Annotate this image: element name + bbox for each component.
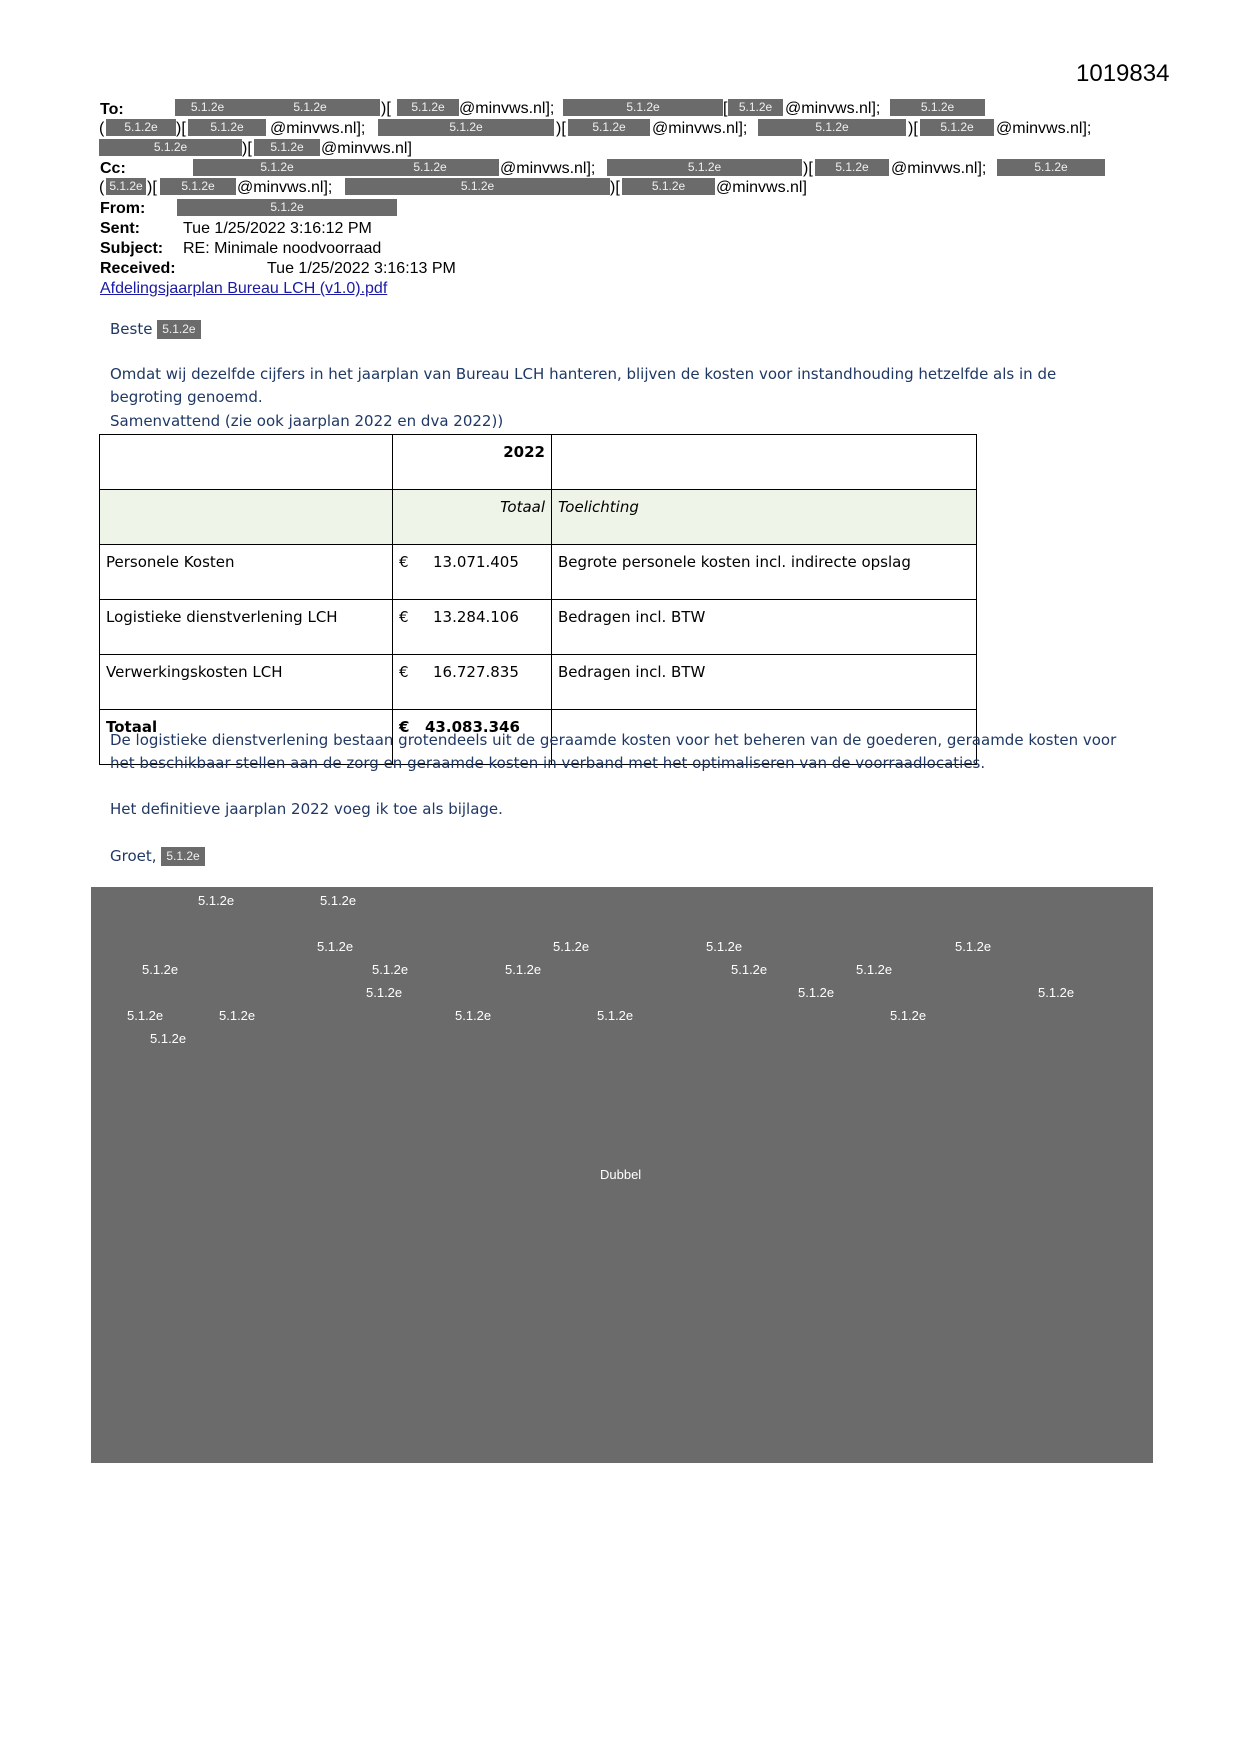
- paragraph-2: De logistieke dienstverlening bestaan grotendeels uit de geraamde kosten voor het beheren van de goederen, geraamde kosten voor het beschikbaar stellen aan de zorg en geraamde kosten in verband met het optimaliseren van de voorraadlocaties.: [110, 731, 1117, 772]
- redaction: 5.1.2e: [563, 99, 723, 116]
- redaction: 5.1.2e: [622, 178, 715, 195]
- redaction: 5.1.2e: [157, 320, 200, 339]
- email-domain: @minvws.nl];: [652, 120, 748, 137]
- redaction: 5.1.2e: [920, 119, 994, 136]
- redaction: 5.1.2e: [240, 99, 380, 116]
- dubbel-label: Dubbel: [600, 1167, 642, 1182]
- redaction: 5.1.2e: [160, 178, 236, 195]
- closing: Groet, 5.1.2e: [110, 845, 205, 868]
- email-domain: @minvws.nl];: [891, 160, 987, 177]
- attachment-link[interactable]: Afdelingsjaarplan Bureau LCH (v1.0).pdf: [100, 280, 388, 297]
- col-total-header: Totaal: [393, 490, 552, 545]
- redaction: 5.1.2e: [607, 159, 802, 176]
- redaction: 5.1.2e: [728, 99, 783, 116]
- received-label: Received:: [100, 260, 176, 277]
- greeting: Beste 5.1.2e: [110, 318, 201, 341]
- table-year: 2022: [393, 435, 552, 490]
- email-domain: @minvws.nl];: [785, 100, 881, 117]
- redaction: 5.1.2e: [177, 199, 397, 216]
- redaction: 5.1.2e: [997, 159, 1105, 176]
- redaction: 5.1.2e: [890, 99, 985, 116]
- summary-intro: Samenvattend (zie ook jaarplan 2022 en dva 2022)): [110, 412, 504, 430]
- redaction: 5.1.2e: [254, 139, 320, 156]
- redaction: 5.1.2e: [568, 119, 650, 136]
- table-row: Personele Kosten € 13.071.405 Begrote personele kosten incl. indirecte opslag: [100, 545, 977, 600]
- redaction: 5.1.2e: [345, 178, 610, 195]
- from-label: From:: [100, 200, 146, 217]
- table-row: Logistieke dienstverlening LCH € 13.284.106 Bedragen incl. BTW: [100, 600, 977, 655]
- redaction: 5.1.2e: [361, 159, 499, 176]
- redaction: 5.1.2e: [758, 119, 906, 136]
- redaction: 5.1.2e: [397, 99, 459, 116]
- to-label: To:: [100, 101, 124, 118]
- table-total-row: Totaal € 43.083.346: [100, 710, 977, 765]
- sent-label: Sent:: [100, 220, 140, 237]
- redaction: 5.1.2e: [193, 159, 361, 176]
- sent-value: Tue 1/25/2022 3:16:12 PM: [183, 220, 372, 237]
- received-value: Tue 1/25/2022 3:16:13 PM: [267, 260, 456, 277]
- email-domain: @minvws.nl];: [237, 179, 333, 196]
- redaction: 5.1.2e: [106, 119, 176, 136]
- redaction: 5.1.2e: [815, 159, 889, 176]
- redacted-signature-block: 5.1.2e 5.1.2e 5.1.2e 5.1.2e 5.1.2e 5.1.2e 5.1.2e 5.1.2e 5.1.2e 5.1.2e 5.1.2e 5.1.2e 5.1.2e 5.1.2e 5.1.2e 5.1.2e 5.1.2e 5.1.2e 5.1.2e 5.1.2e Dubbel: [91, 887, 1153, 1463]
- document-number: 1019834: [1076, 60, 1170, 87]
- cc-label: Cc:: [100, 160, 126, 177]
- email-domain: @minvws.nl];: [500, 160, 596, 177]
- email-domain: @minvws.nl];: [270, 120, 366, 137]
- redaction: 5.1.2e: [106, 178, 146, 195]
- subject-label: Subject:: [100, 240, 164, 257]
- table-row: Verwerkingskosten LCH € 16.727.835 Bedragen incl. BTW: [100, 655, 977, 710]
- redaction: 5.1.2e: [378, 119, 554, 136]
- redaction: 5.1.2e: [161, 847, 204, 866]
- cost-summary-table: [99, 434, 977, 765]
- email-domain: @minvws.nl];: [996, 120, 1092, 137]
- email-domain: @minvws.nl]: [321, 140, 412, 157]
- paragraph-1: Omdat wij dezelfde cijfers in het jaarplan van Bureau LCH hanteren, blijven de kosten voor instandhouding hetzelfde als in de begroting genoemd.: [110, 365, 1057, 406]
- email-domain: @minvws.nl];: [459, 100, 555, 117]
- email-domain: @minvws.nl]: [716, 179, 807, 196]
- col-note-header: Toelichting: [552, 490, 977, 545]
- redaction: 5.1.2e: [188, 119, 266, 136]
- subject-value: RE: Minimale noodvoorraad: [183, 240, 382, 257]
- redaction: 5.1.2e: [175, 99, 240, 116]
- redaction: 5.1.2e: [99, 139, 242, 156]
- paragraph-3: Het definitieve jaarplan 2022 voeg ik toe als bijlage.: [110, 800, 503, 818]
